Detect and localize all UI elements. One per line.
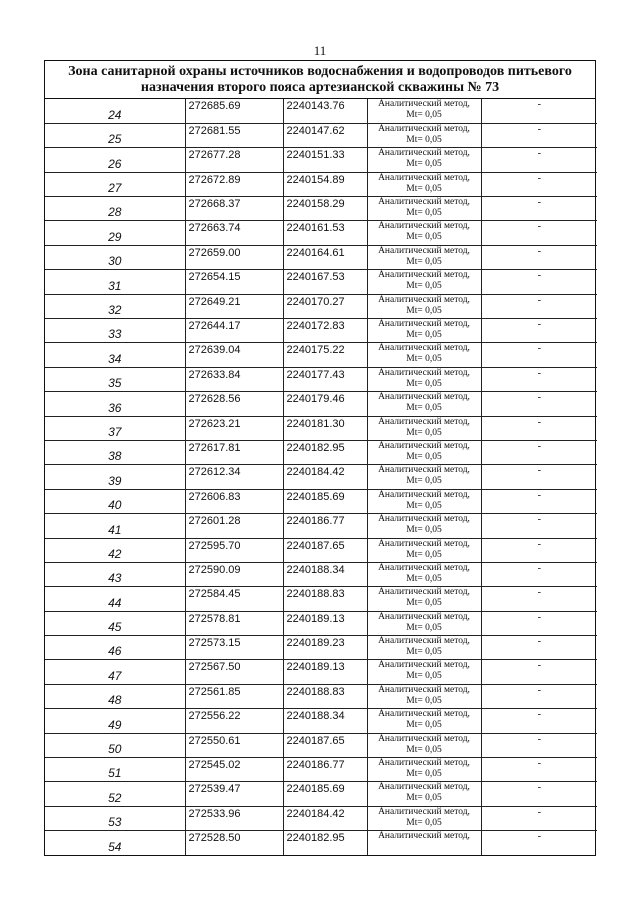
method-label: Аналитический метод, <box>378 123 470 134</box>
note-cell: - <box>481 806 597 830</box>
method-label: Аналитический метод, <box>378 270 470 281</box>
coordinate-x: 272628.56 <box>185 392 283 416</box>
method-label: Аналитический метод, <box>378 245 470 256</box>
method-label: Аналитический метод, <box>378 562 470 573</box>
method-formula: Mt= 0,05 <box>406 208 442 219</box>
point-number: 31 <box>45 270 185 294</box>
method-formula: Mt= 0,05 <box>406 695 442 706</box>
coordinate-y: 2240161.53 <box>283 221 367 245</box>
table-row <box>45 440 597 464</box>
table-row <box>45 709 597 733</box>
method-cell <box>367 270 481 294</box>
table-row <box>45 562 597 586</box>
method-cell <box>367 197 481 221</box>
coordinate-x: 272617.81 <box>185 440 283 464</box>
point-number: 46 <box>45 636 185 660</box>
table-row <box>45 684 597 708</box>
method-cell <box>367 782 481 806</box>
note-cell: - <box>481 245 597 269</box>
method-label: Аналитический метод, <box>378 587 470 598</box>
note-cell: - <box>481 489 597 513</box>
point-number: 45 <box>45 611 185 635</box>
method-formula: Mt= 0,05 <box>406 427 442 438</box>
method-formula: Mt= 0,05 <box>406 598 442 609</box>
method-formula: Mt= 0,05 <box>406 671 442 682</box>
coordinate-x: 272561.85 <box>185 684 283 708</box>
method-formula: Mt= 0,05 <box>406 330 442 341</box>
point-number: 42 <box>45 538 185 562</box>
note-cell: - <box>481 709 597 733</box>
note-cell: - <box>481 270 597 294</box>
coordinate-x: 272612.34 <box>185 465 283 489</box>
method-label: Аналитический метод, <box>378 782 470 793</box>
coordinate-x: 272663.74 <box>185 221 283 245</box>
method-cell <box>367 367 481 391</box>
point-number: 53 <box>45 806 185 830</box>
coordinate-x: 272533.96 <box>185 806 283 830</box>
table-row <box>45 416 597 440</box>
note-cell: - <box>481 465 597 489</box>
point-number: 44 <box>45 587 185 611</box>
method-label: Аналитический метод, <box>378 489 470 500</box>
method-cell <box>367 123 481 147</box>
method-cell <box>367 343 481 367</box>
coordinate-y: 2240189.23 <box>283 636 367 660</box>
table-row <box>45 538 597 562</box>
point-number: 37 <box>45 416 185 440</box>
method-label: Аналитический метод, <box>378 392 470 403</box>
method-label: Аналитический метод, <box>378 538 470 549</box>
note-cell: - <box>481 782 597 806</box>
table-row <box>45 587 597 611</box>
point-number: 49 <box>45 709 185 733</box>
note-cell: - <box>481 514 597 538</box>
coordinates-table <box>45 99 597 855</box>
table-row <box>45 636 597 660</box>
coordinate-y: 2240175.22 <box>283 343 367 367</box>
method-label: Аналитический метод, <box>378 709 470 720</box>
coordinate-y: 2240170.27 <box>283 294 367 318</box>
coordinate-x: 272584.45 <box>185 587 283 611</box>
method-formula: Mt= 0,05 <box>406 744 442 755</box>
method-formula: Mt= 0,05 <box>406 183 442 194</box>
table-row <box>45 197 597 221</box>
table-row <box>45 221 597 245</box>
coordinate-y: 2240147.62 <box>283 123 367 147</box>
coordinate-y: 2240186.77 <box>283 758 367 782</box>
method-label: Аналитический метод, <box>378 733 470 744</box>
method-label: Аналитический метод, <box>378 367 470 378</box>
method-label: Аналитический метод, <box>378 99 470 109</box>
coordinate-x: 272681.55 <box>185 123 283 147</box>
coordinate-x: 272649.21 <box>185 294 283 318</box>
coordinate-x: 272654.15 <box>185 270 283 294</box>
method-formula: Mt= 0,05 <box>406 281 442 292</box>
table-row <box>45 172 597 196</box>
coordinate-y: 2240167.53 <box>283 270 367 294</box>
method-label: Аналитический метод, <box>378 197 470 208</box>
coordinate-y: 2240187.65 <box>283 733 367 757</box>
coordinate-y: 2240182.95 <box>283 440 367 464</box>
method-label: Аналитический метод, <box>378 514 470 525</box>
table-row <box>45 733 597 757</box>
method-formula: Mt= 0,05 <box>406 549 442 560</box>
method-cell <box>367 636 481 660</box>
method-label: Аналитический метод, <box>378 465 470 476</box>
coordinate-y: 2240188.83 <box>283 587 367 611</box>
method-label: Аналитический метод, <box>378 758 470 769</box>
note-cell: - <box>481 440 597 464</box>
method-cell <box>367 465 481 489</box>
coordinate-y: 2240151.33 <box>283 148 367 172</box>
point-number: 54 <box>45 831 185 855</box>
note-cell: - <box>481 294 597 318</box>
note-cell: - <box>481 758 597 782</box>
method-cell <box>367 831 481 855</box>
table-row <box>45 123 597 147</box>
method-formula: Mt= 0,05 <box>406 256 442 267</box>
coordinate-y: 2240186.77 <box>283 514 367 538</box>
note-cell: - <box>481 319 597 343</box>
coordinate-x: 272639.04 <box>185 343 283 367</box>
point-number: 51 <box>45 758 185 782</box>
table-row <box>45 99 597 123</box>
coordinate-x: 272644.17 <box>185 319 283 343</box>
method-label: Аналитический метод, <box>378 294 470 305</box>
coordinate-x: 272672.89 <box>185 172 283 196</box>
point-number: 27 <box>45 172 185 196</box>
note-cell: - <box>481 343 597 367</box>
method-label: Аналитический метод, <box>378 221 470 232</box>
point-number: 25 <box>45 123 185 147</box>
coordinate-y: 2240188.34 <box>283 709 367 733</box>
coordinate-y: 2240185.69 <box>283 489 367 513</box>
note-cell: - <box>481 733 597 757</box>
coordinate-x: 272528.50 <box>185 831 283 855</box>
method-formula: Mt= 0,05 <box>406 720 442 731</box>
coordinates-sheet <box>44 60 596 856</box>
coordinate-x: 272539.47 <box>185 782 283 806</box>
coordinate-y: 2240184.42 <box>283 465 367 489</box>
point-number: 39 <box>45 465 185 489</box>
table-title: Зона санитарной охраны источников водоснабжения и водопроводов питьевого назначения второго пояса артезианской скважины № 73 <box>45 61 595 99</box>
method-cell <box>367 489 481 513</box>
coordinate-y: 2240189.13 <box>283 611 367 635</box>
note-cell: - <box>481 562 597 586</box>
method-formula: Mt= 0,05 <box>406 232 442 243</box>
coordinate-y: 2240188.34 <box>283 562 367 586</box>
point-number: 38 <box>45 440 185 464</box>
point-number: 35 <box>45 367 185 391</box>
coordinate-y: 2240184.42 <box>283 806 367 830</box>
point-number: 26 <box>45 148 185 172</box>
coordinate-y: 2240189.13 <box>283 660 367 684</box>
method-cell <box>367 758 481 782</box>
note-cell: - <box>481 221 597 245</box>
method-label: Аналитический метод, <box>378 806 470 817</box>
method-formula: Mt= 0,05 <box>406 647 442 658</box>
method-label: Аналитический метод, <box>378 636 470 647</box>
method-formula: Mt= 0,05 <box>406 134 442 145</box>
note-cell: - <box>481 684 597 708</box>
table-row <box>45 489 597 513</box>
method-formula: Mt= 0,05 <box>406 817 442 828</box>
method-label: Аналитический метод, <box>378 416 470 427</box>
coordinate-y: 2240154.89 <box>283 172 367 196</box>
coordinate-y: 2240182.95 <box>283 831 367 855</box>
point-number: 24 <box>45 99 185 123</box>
method-label: Аналитический метод, <box>378 611 470 622</box>
coordinate-x: 272668.37 <box>185 197 283 221</box>
method-cell <box>367 319 481 343</box>
table-row <box>45 611 597 635</box>
point-number: 30 <box>45 245 185 269</box>
coordinate-y: 2240179.46 <box>283 392 367 416</box>
method-formula: Mt= 0,05 <box>406 378 442 389</box>
method-cell <box>367 538 481 562</box>
method-formula: Mt= 0,05 <box>406 573 442 584</box>
note-cell: - <box>481 538 597 562</box>
coordinate-y: 2240158.29 <box>283 197 367 221</box>
method-formula: Mt= 0,05 <box>406 403 442 414</box>
method-label: Аналитический метод, <box>378 684 470 695</box>
table-row <box>45 831 597 855</box>
coordinate-y: 2240187.65 <box>283 538 367 562</box>
method-label: Аналитический метод, <box>378 172 470 183</box>
table-row <box>45 782 597 806</box>
table-row <box>45 514 597 538</box>
method-cell <box>367 221 481 245</box>
coordinate-y: 2240181.30 <box>283 416 367 440</box>
method-cell <box>367 172 481 196</box>
point-number: 34 <box>45 343 185 367</box>
table-row <box>45 245 597 269</box>
method-formula: Mt= 0,05 <box>406 476 442 487</box>
table-row <box>45 319 597 343</box>
method-formula: Mt= 0,05 <box>406 500 442 511</box>
method-cell <box>367 514 481 538</box>
method-formula: Mt= 0,05 <box>406 525 442 536</box>
note-cell: - <box>481 660 597 684</box>
method-label: Аналитический метод, <box>378 660 470 671</box>
coordinate-x: 272550.61 <box>185 733 283 757</box>
method-cell <box>367 392 481 416</box>
note-cell: - <box>481 416 597 440</box>
method-label: Аналитический метод, <box>378 831 470 842</box>
table-row <box>45 758 597 782</box>
coordinate-x: 272606.83 <box>185 489 283 513</box>
method-cell <box>367 416 481 440</box>
coordinate-x: 272590.09 <box>185 562 283 586</box>
note-cell: - <box>481 636 597 660</box>
method-cell <box>367 148 481 172</box>
point-number: 40 <box>45 489 185 513</box>
note-cell: - <box>481 148 597 172</box>
note-cell: - <box>481 99 597 123</box>
method-cell <box>367 99 481 123</box>
coordinate-y: 2240177.43 <box>283 367 367 391</box>
table-row <box>45 367 597 391</box>
method-formula: Mt= 0,05 <box>406 354 442 365</box>
table-row <box>45 270 597 294</box>
note-cell: - <box>481 587 597 611</box>
coordinate-x: 272595.70 <box>185 538 283 562</box>
coordinate-x: 272556.22 <box>185 709 283 733</box>
method-cell <box>367 684 481 708</box>
method-formula: Mt= 0,05 <box>406 451 442 462</box>
coordinate-x: 272685.69 <box>185 99 283 123</box>
method-formula: Mt= 0,05 <box>406 159 442 170</box>
method-formula: Mt= 0,05 <box>406 305 442 316</box>
point-number: 29 <box>45 221 185 245</box>
method-formula: Mt= 0,05 <box>406 110 442 120</box>
coordinate-x: 272623.21 <box>185 416 283 440</box>
table-row <box>45 392 597 416</box>
table-row <box>45 465 597 489</box>
coordinate-y: 2240172.83 <box>283 319 367 343</box>
coordinate-x: 272601.28 <box>185 514 283 538</box>
coordinate-y: 2240164.61 <box>283 245 367 269</box>
coordinate-x: 272545.02 <box>185 758 283 782</box>
method-cell <box>367 709 481 733</box>
method-cell <box>367 611 481 635</box>
point-number: 43 <box>45 562 185 586</box>
coordinate-y: 2240185.69 <box>283 782 367 806</box>
page-number: 11 <box>313 43 327 58</box>
table-body <box>45 99 597 855</box>
note-cell: - <box>481 172 597 196</box>
point-number: 47 <box>45 660 185 684</box>
method-cell <box>367 245 481 269</box>
note-cell: - <box>481 367 597 391</box>
table-row <box>45 148 597 172</box>
note-cell: - <box>481 123 597 147</box>
table-row <box>45 294 597 318</box>
method-label: Аналитический метод, <box>378 148 470 159</box>
method-label: Аналитический метод, <box>378 319 470 330</box>
point-number: 32 <box>45 294 185 318</box>
point-number: 48 <box>45 684 185 708</box>
method-formula: Mt= 0,05 <box>406 769 442 780</box>
table-row <box>45 660 597 684</box>
point-number: 50 <box>45 733 185 757</box>
point-number: 33 <box>45 319 185 343</box>
method-cell <box>367 733 481 757</box>
method-label: Аналитический метод, <box>378 440 470 451</box>
coordinate-x: 272633.84 <box>185 367 283 391</box>
coordinate-x: 272573.15 <box>185 636 283 660</box>
coordinate-x: 272578.81 <box>185 611 283 635</box>
point-number: 52 <box>45 782 185 806</box>
coordinate-y: 2240188.83 <box>283 684 367 708</box>
coordinate-x: 272677.28 <box>185 148 283 172</box>
method-cell <box>367 587 481 611</box>
table-row <box>45 343 597 367</box>
coordinate-x: 272659.00 <box>185 245 283 269</box>
method-cell <box>367 806 481 830</box>
coordinate-x: 272567.50 <box>185 660 283 684</box>
method-label: Аналитический метод, <box>378 343 470 354</box>
method-cell <box>367 660 481 684</box>
coordinate-y: 2240143.76 <box>283 99 367 123</box>
note-cell: - <box>481 611 597 635</box>
method-formula: Mt= 0,05 <box>406 622 442 633</box>
method-cell <box>367 440 481 464</box>
note-cell: - <box>481 392 597 416</box>
point-number: 28 <box>45 197 185 221</box>
method-cell <box>367 562 481 586</box>
table-row <box>45 806 597 830</box>
method-cell <box>367 294 481 318</box>
method-formula: Mt= 0,05 <box>406 793 442 804</box>
point-number: 41 <box>45 514 185 538</box>
note-cell: - <box>481 831 597 855</box>
note-cell: - <box>481 197 597 221</box>
point-number: 36 <box>45 392 185 416</box>
